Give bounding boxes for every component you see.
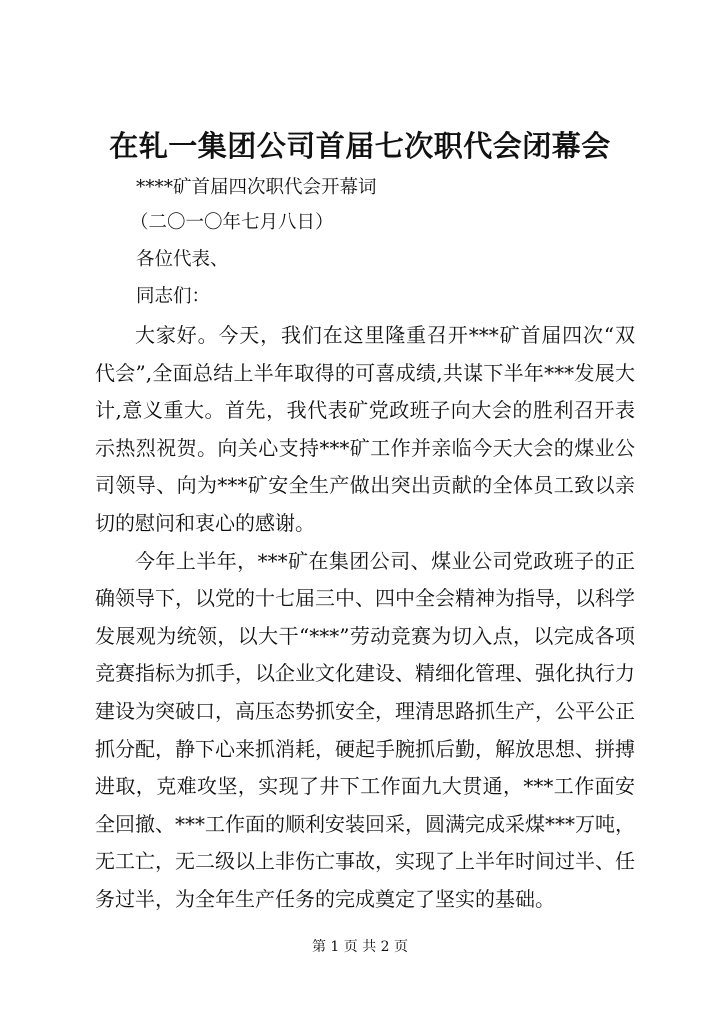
salutation-line-2: 同志们： [136, 286, 211, 307]
document-date: （二〇一〇年七月八日） [130, 212, 334, 233]
document-title: 在轧一集团公司首届七次职代会闭幕会 [109, 129, 611, 163]
salutation-line-1: 各位代表、 [136, 249, 229, 270]
paragraph-2: 今年上半年，***矿在集团公司、煤业公司党政班子的正确领导下，以党的十七届三中、四中全会精神为指导，以科学发展观为统领，以大干“***”劳动竞赛为切入点，以完成各项竞赛指标为抓手，以企业文化建设、精细化管理、强化执行力建设为突破口，高压态势抓安全，理清思路抓生产，公平公正抓分配，静下心来抓消耗，硬起手腕抓后勤，解放思想、拼搏进取，克难攻坚，实现了井下工作面九大贯通，***工作面安全回撤、***工作面的顺利安装回采，圆满完成采煤***万吨，无工亡，无二级以上非伤亡事故，实现了上半年时间过半、任务过半，为全年生产任务的完成奠定了坚实的基础。 [95, 548, 635, 911]
page-number-footer: 第 1 页 共 2 页 [311, 939, 409, 955]
paragraph-1: 大家好。今天，我们在这里隆重召开***矿首届四次“双代会”,全面总结上半年取得的可喜成绩,共谋下半年***发展大计,意义重大。首先，我代表矿党政班子向大会的胜利召开表示热烈祝贺。向关心支持***矿工作并亲临今天大会的煤业公司领导、向为***矿安全生产做出突出贡献的全体员工致以亲切的慰问和衷心的感谢。 [95, 323, 635, 535]
document-subtitle: ****矿首届四次职代会开幕词 [136, 177, 377, 198]
document-body [95, 317, 635, 919]
